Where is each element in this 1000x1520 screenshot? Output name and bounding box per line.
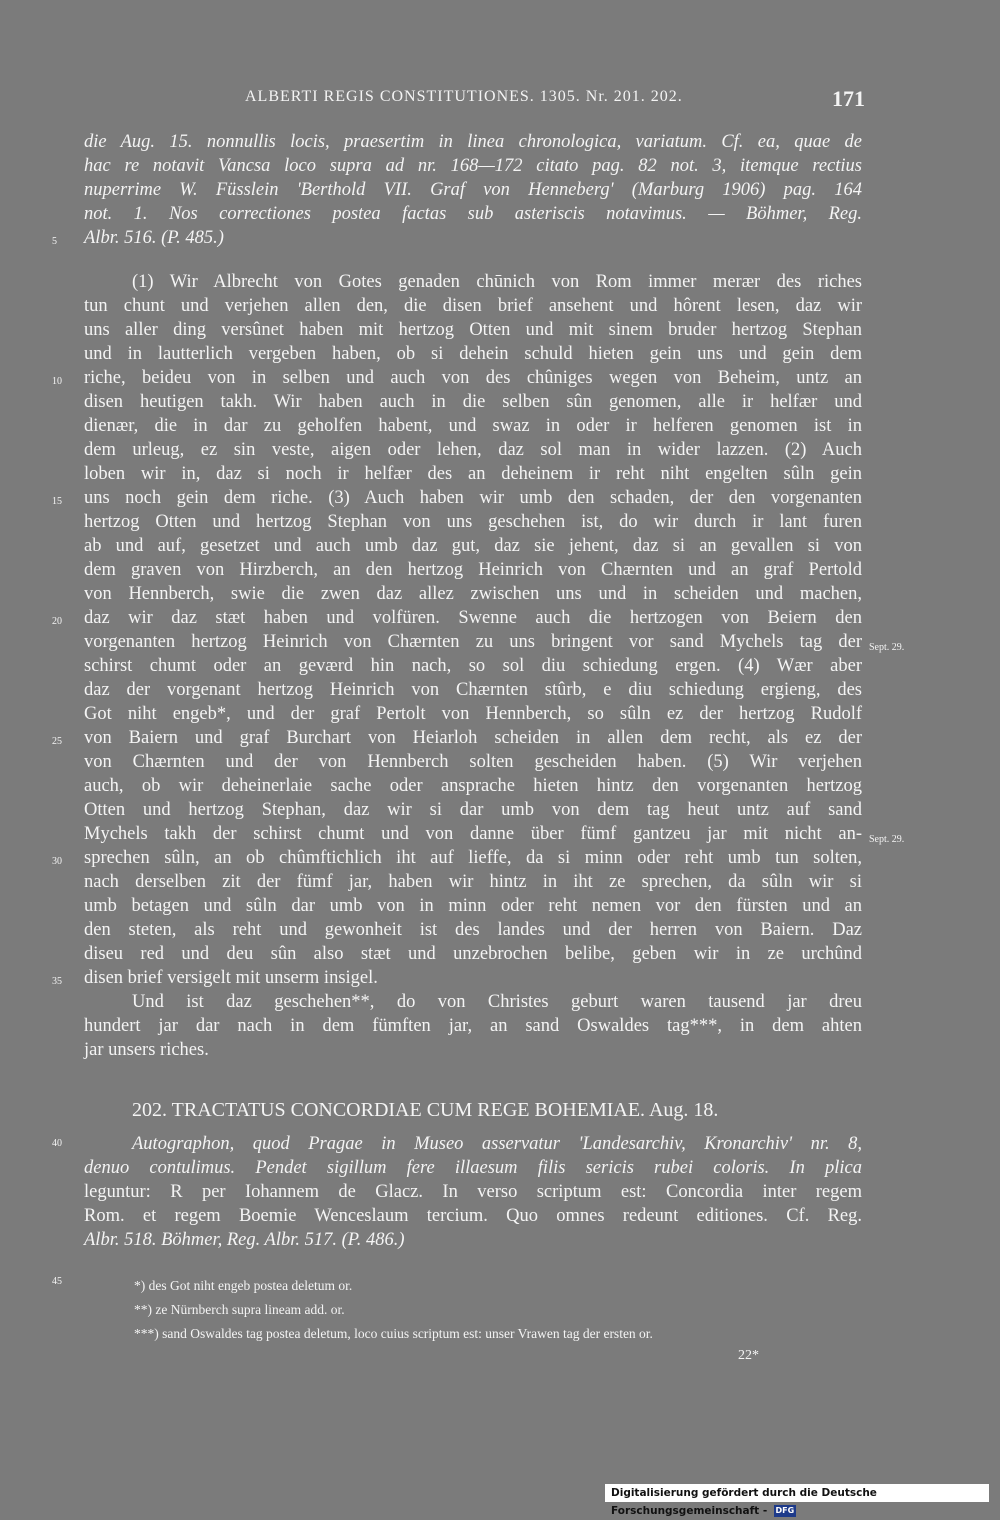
funding-footer <box>605 1484 989 1517</box>
text-line: Mychels takh der schirst chumt und von danne über fümf gantzeu jar mit nicht an- <box>84 824 862 844</box>
text-line: diseu red und deu sûn also stæt und unzebrochen belibe, geben wir in ze urchûnd <box>84 944 862 964</box>
text-line: daz wir daz stæt haben und volfüren. Swenne auch die hertzogen von Beiern den <box>84 608 862 628</box>
text-line: uns aller ding versûnet haben mit hertzog Otten und mit sinem bruder hertzog Stephan <box>84 320 862 340</box>
text-line: daz der vorgenant hertzog Heinrich von Chærnten stûrb, e diu schiedung ergieng, des <box>84 680 862 700</box>
running-title: ALBERTI REGIS CONSTITUTIONES. 1305. Nr. 201. 202. <box>245 88 683 105</box>
text-line: loben wir in, daz si noch ir helfær des an deheinem ir reht niht engelten sûln gein <box>84 464 862 484</box>
doc202-line: Albr. 518. Böhmer, Reg. Albr. 517. (P. 486.) <box>84 1230 405 1250</box>
line-number: 15 <box>52 496 62 507</box>
text-line: Und ist daz geschehen**, do von Christes geburt waren tausend jar dreu <box>132 992 862 1012</box>
dfg-logo: DFG <box>775 1506 795 1515</box>
doc202-line: Autographon, quod Pragae in Museo asservatur 'Landesarchiv, Kronarchiv' nr. 8, <box>132 1134 862 1154</box>
text-line: den steten, als reht und gewonheit ist des landes und der herren von Baiern. Daz <box>84 920 862 940</box>
margin-date-note: Sept. 29. <box>869 642 905 653</box>
margin-date-note: Sept. 29. <box>869 834 905 845</box>
line-number: 5 <box>52 236 57 247</box>
text-line: (1) Wir Albrecht von Gotes genaden chūnich von Rom immer merær des riches <box>132 272 862 292</box>
doc202-line: denuo contulimus. Pendet sigillum fere illaesum filis sericis rubei coloris. In plica <box>84 1158 862 1178</box>
page-header <box>0 88 1000 114</box>
text-line: und in lautterlich vergeben haben, ob si dehein schuld hieten gein uns und gein dem <box>84 344 862 364</box>
text-line: hertzog Otten und hertzog Stephan von uns geschehen ist, do wir durch ir lant furen <box>84 512 862 532</box>
text-line: Got niht engeb*, und der graf Pertolt von Hennberch, so sûln ez der hertzog Rudolf <box>84 704 862 724</box>
intro-line: hac re notavit Vancsa loco supra ad nr. 168—172 citato pag. 82 not. 3, itemque rectius <box>84 156 862 176</box>
text-line: dem graven von Hirzberch, an den hertzog Heinrich von Chærnten und an graf Pertold <box>84 560 862 580</box>
text-line: von Baiern und graf Burchart von Heiarloh scheiden in allen dem recht, als ez der <box>84 728 862 748</box>
text-line: ab und auf, gesetzet und auch umb daz gut, daz sie jehent, daz si an gevallen si von <box>84 536 862 556</box>
intro-line: die Aug. 15. nonnullis locis, praesertim in linea chronologica, variatum. Cf. ea, quae de <box>84 132 862 152</box>
intro-line: nuperrime W. Füsslein 'Berthold VII. Graf von Henneberg' (Marburg 1906) pag. 164 <box>84 180 862 200</box>
doc202-line: Rom. et regem Boemie Wenceslaum tercium. Quo omnes redeunt editiones. Cf. Reg. <box>84 1206 862 1226</box>
page-number: 171 <box>832 86 865 111</box>
text-line: hundert jar dar nach in dem fümften jar, an sand Oswaldes tag***, in dem ahten <box>84 1016 862 1036</box>
text-line: vorgenanten hertzog Heinrich von Chærnten zu uns bringent vor sand Mychels tag der <box>84 632 862 652</box>
text-line: riche, beideu von in selben und auch von des chûniges wegen von Beheim, untz an <box>84 368 862 388</box>
line-number: 10 <box>52 376 62 387</box>
text-line: auch, ob wir deheinerlaie sache oder ansprache hieten hintz den vorgenanten hertzog <box>84 776 862 796</box>
text-line: disen heutigen takh. Wir haben auch in die selben sûn genomen, alle ir helfær und <box>84 392 862 412</box>
signature-mark: 22* <box>738 1348 759 1363</box>
text-line: Otten und hertzog Stephan, daz wir si dar umb von dem tag heut untz auf sand <box>84 800 862 820</box>
intro-line: not. 1. Nos correctiones postea factas sub asteriscis notavimus. — Böhmer, Reg. <box>84 204 862 224</box>
text-line: sprechen sûln, an ob chûmftichlich iht auf lieffe, da si minn oder reht umb tun solten, <box>84 848 862 868</box>
text-line: umb betagen und sûln dar umb von in minn oder reht nemen vor den fürsten und an <box>84 896 862 916</box>
line-number: 40 <box>52 1138 62 1149</box>
text-line: uns noch gein dem riche. (3) Auch haben wir umb den schaden, der den vorgenanten <box>84 488 862 508</box>
line-number: 20 <box>52 616 62 627</box>
doc202-heading: 202. TRACTATUS CONCORDIAE CUM REGE BOHEMIAE. Aug. 18. <box>132 1099 719 1121</box>
line-number: 35 <box>52 976 62 987</box>
line-number: 45 <box>52 1276 62 1287</box>
footnote: *) des Got niht engeb postea deletum or. <box>134 1278 353 1293</box>
text-line: nach derselben zit der fümf jar, haben wir hintz in iht ze sprechen, da sûln wir si <box>84 872 862 892</box>
text-line: jar unsers riches. <box>84 1040 209 1060</box>
text-line: von Hennberch, swie die zwen daz allez zwischen uns und in scheiden und machen, <box>84 584 862 604</box>
line-number: 25 <box>52 736 62 747</box>
funding-note: Digitalisierung gefördert durch die Deutsche Forschungsgemeinschaft - <box>611 1487 877 1517</box>
text-line: disen brief versigelt mit unserm insigel. <box>84 968 378 988</box>
intro-line: Albr. 516. (P. 485.) <box>84 228 224 248</box>
text-line: tun chunt und verjehen allen den, die disen brief ansehent und hôrent lesen, daz wir <box>84 296 862 316</box>
text-line: dienær, die in dar zu geholfen habent, und swaz in oder ir helferen genomen ist in <box>84 416 862 436</box>
text-line: schirst chumt oder an geværd hin nach, so sol diu schiedung ergen. (4) Wær aber <box>84 656 862 676</box>
doc202-line: leguntur: R per Iohannem de Glacz. In verso scriptum est: Concordia inter regem <box>84 1182 862 1202</box>
footnote: ***) sand Oswaldes tag postea deletum, loco cuius scriptum est: unser Vrawen tag der ersten or. <box>134 1326 653 1341</box>
text-line: dem urleug, ez sin veste, aigen oder lehen, daz sol man in wider lazzen. (2) Auch <box>84 440 862 460</box>
line-number: 30 <box>52 856 62 867</box>
footnote: **) ze Nürnberch supra lineam add. or. <box>134 1302 345 1317</box>
text-line: von Chærnten und der von Hennberch solten gescheiden haben. (5) Wir verjehen <box>84 752 862 772</box>
